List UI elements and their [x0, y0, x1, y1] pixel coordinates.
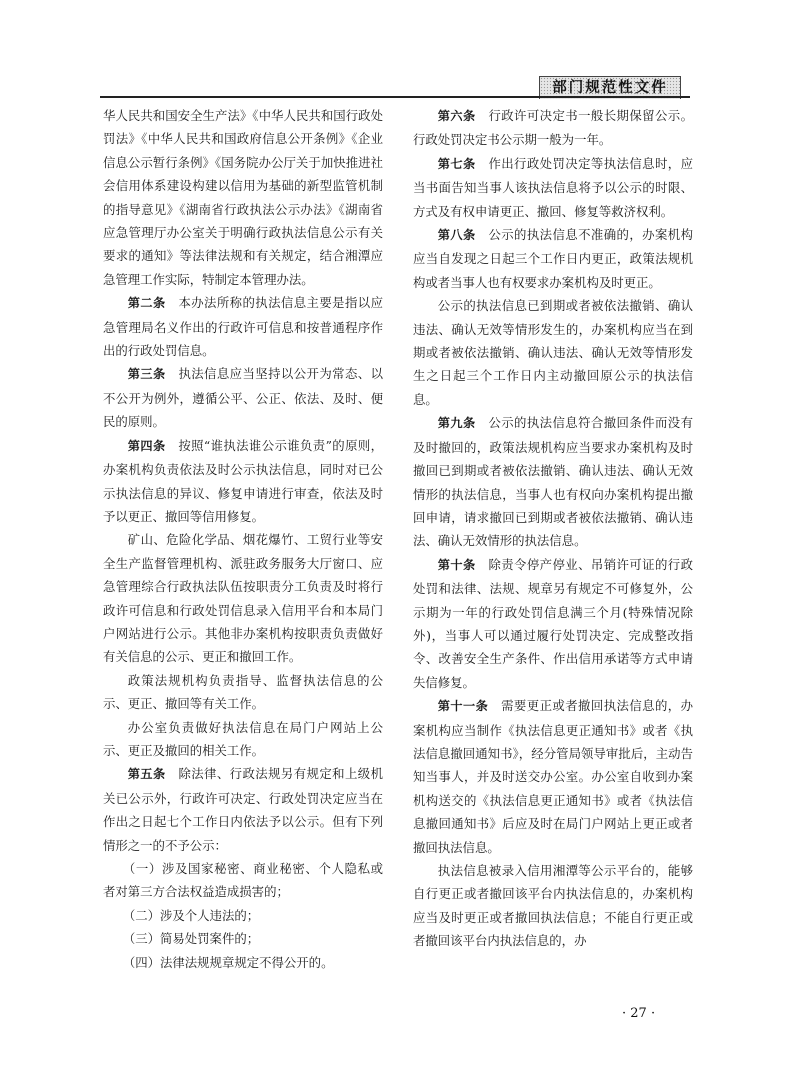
article-text: 需要更正或者撤回执法信息的，办案机构应当制作《执法信息更正通知书》或者《执法信息撤回通知书》，经分管局领导审批后，主动告知当事人，并及时送交办公室。办公室自收到办案机构送交的《执法信息更正通知书》或者《执法信息撤回通知书》后应及时在局门户网站上更正或者撤回执法信息。	[413, 698, 694, 855]
article-label: 第八条	[437, 228, 476, 243]
article-text: 作出行政处罚决定等执法信息时，应当书面告知当事人该执法信息将予以公示的时限、方式及有权申请更正、撤回、修复等救济权利。	[413, 155, 694, 219]
right-column	[413, 104, 693, 953]
article-4	[103, 434, 383, 529]
article-label: 第九条	[437, 416, 476, 431]
article-7	[413, 152, 693, 223]
article-text: 行政许可决定书一般长期保留公示。行政处罚决定书公示期一般为一年。	[413, 108, 694, 148]
list-item: （四）法律法规规章规定不得公开的。	[122, 954, 334, 970]
article-text: 执法信息应当坚持以公开为常态、以不公开为例外，遵循公平、公正、依法、及时、便民的原则。	[103, 366, 384, 430]
article-label: 第二条	[127, 296, 166, 311]
article-11	[413, 694, 693, 859]
article-label: 第十条	[437, 557, 476, 572]
intro-paragraph: 华人民共和国安全生产法》《中华人民共和国行政处罚法》《中华人民共和国政府信息公开条例》《企业信息公示暂行条例》《国务院办公厅关于加快推进社会信用体系建设构建以信用为基础的新型监管机制的指导意见》《湖南省行政执法公示办法》《湖南省应急管理厅办公室关于明确行政执法信息公示有关要求的通知》等法律法规和有关规定，结合湘潭应急管理工作实际，特制定本管理办法。	[103, 108, 383, 287]
paragraph-policy-agency: 政策法规机构负责指导、监督执法信息的公示、更正、撤回等有关工作。	[103, 672, 383, 712]
list-item: （二）涉及个人违法的；	[122, 907, 260, 923]
left-column	[103, 104, 383, 974]
article-text: 按照“谁执法谁公示谁负责”的原则，办案机构负责依法及时公示执法信息，同时对已公示执法信息的异议、修复申请进行审查，依法及时予以更正、撤回等信用修复。	[103, 437, 384, 524]
article-text: 本办法所称的执法信息主要是指以应急管理局名义作出的行政许可信息和按普通程序作出的行政处罚信息。	[103, 295, 384, 359]
article-text: 公示的执法信息符合撤回条件而没有及时撤回的，政策法规机构应当要求办案机构及时撤回已到期或者被依法撤销、确认违法、确认无效情形的执法信息，当事人也有权向办案机构提出撤回申请，请求撤回已到期或者被依法撤销、确认违法、确认无效情形的执法信息。	[413, 415, 694, 549]
section-title-badge: 部门规范性文件	[539, 76, 681, 99]
article-text: 除责令停产停业、吊销许可证的行政处罚和法律、法规、规章另有规定不可修复外，公示期为一年的行政处罚信息满三个月(特殊情况除外)，当事人可以通过履行处罚决定、完成整改指令、改善安全生产条件、作出信用承诺等方式申请失信修复。	[413, 556, 694, 690]
paragraph-expired-info: 公示的执法信息已到期或者被依法撤销、确认违法、确认无效等情形发生的，办案机构应当在到期或者被依法撤销、确认违法、确认无效等情形发生之日起三个工作日内主动撤回原公示的执法信息。	[413, 298, 693, 407]
article-2	[103, 291, 383, 362]
article-8	[413, 223, 693, 294]
paragraph-office: 办公室负责做好执法信息在局门户网站上公示、更正及撤回的相关工作。	[103, 719, 383, 758]
article-9	[413, 411, 693, 552]
article-label: 第十一条	[437, 699, 489, 714]
list-item: （三）简易处罚案件的；	[122, 931, 260, 947]
article-text: 公示的执法信息不准确的，办案机构应当自发现之日起三个工作日内更正，政策法规机构或者当事人也有权要求办案机构及时更正。	[413, 227, 694, 290]
page-number: · 27 ·	[622, 1006, 656, 1021]
article-text: 除法律、行政法规另有规定和上级机关已公示外，行政许可决定、行政处罚决定应当在作出之日起七个工作日内依法予以公示。但有下列情形之一的不予公示：	[103, 766, 384, 853]
article-label: 第四条	[127, 438, 166, 453]
article-6	[413, 104, 693, 152]
article-label: 第三条	[127, 367, 166, 382]
article-label: 第七条	[437, 156, 476, 171]
paragraph-mine-agencies: 矿山、危险化学品、烟花爆竹、工贸行业等安全生产监督管理机构、派驻政务服务大厅窗口、应急管理综合行政执法队伍按职责分工负责及时将行政许可信息和行政处罚信息录入信用平台和本局门户网站进行公示。其他非办案机构按职责负责做好有关信息的公示、更正和撤回工作。	[103, 532, 383, 665]
paragraph-xiangtan-platform: 执法信息被录入信用湘潭等公示平台的，能够自行更正或者撤回该平台内执法信息的，办案机构应当及时更正或者撤回执法信息；不能自行更正或者撤回该平台内执法信息的，办	[413, 863, 693, 949]
article-3	[103, 362, 383, 433]
header-rule	[100, 96, 690, 98]
article-label: 第六条	[437, 109, 476, 123]
list-item: （一）涉及国家秘密、商业秘密、个人隐私或者对第三方合法权益造成损害的；	[103, 861, 383, 900]
article-5	[103, 762, 383, 857]
article-label: 第五条	[127, 767, 166, 782]
article-10	[413, 553, 693, 694]
